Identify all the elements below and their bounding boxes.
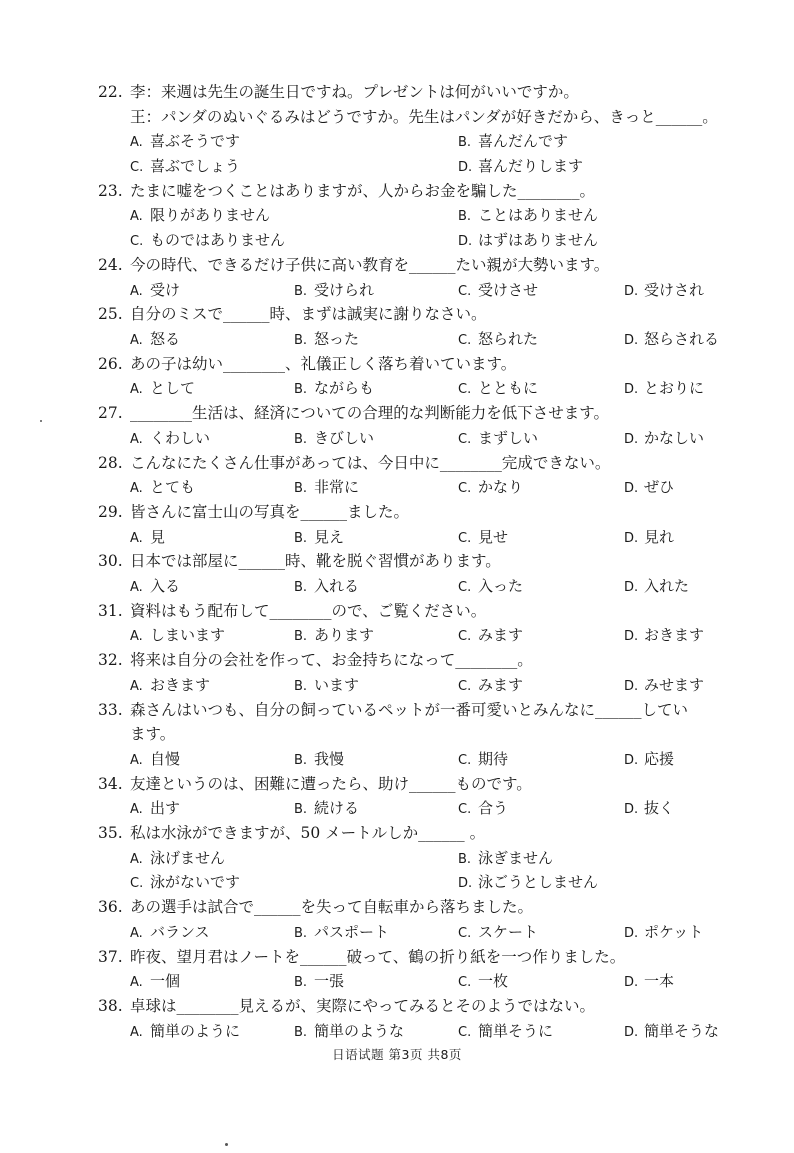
answer-option xyxy=(130,920,210,947)
question-item xyxy=(98,500,748,549)
option-text: 泳げません xyxy=(150,848,226,867)
answer-option xyxy=(458,747,508,774)
question-item xyxy=(98,401,748,450)
question-item xyxy=(98,698,748,772)
options-row xyxy=(98,154,748,179)
option-text: 怒った xyxy=(314,329,360,348)
option-letter: B. xyxy=(294,802,308,818)
option-letter: A. xyxy=(130,135,143,151)
option-text: 合う xyxy=(478,799,509,818)
option-letter: B. xyxy=(294,678,308,694)
answer-option xyxy=(130,203,270,230)
option-letter: C. xyxy=(458,802,472,818)
answer-option xyxy=(624,920,703,947)
question-text: ________生活は、経済についての合理的な判断能力を低下させます。 xyxy=(130,404,609,423)
option-text: バランス xyxy=(150,922,210,941)
question-item xyxy=(98,648,748,697)
option-letter: A. xyxy=(130,678,143,694)
option-letter: C. xyxy=(458,678,472,694)
question-text: あの選手は試合で______を失って自転車から落ちました。 xyxy=(130,898,534,917)
answer-option xyxy=(458,525,508,552)
option-text: 入れた xyxy=(644,576,690,595)
option-text: 入った xyxy=(478,576,524,595)
answer-option xyxy=(458,623,523,650)
option-text: 喜んだりします xyxy=(478,157,584,176)
options-row xyxy=(98,846,748,871)
options-row xyxy=(98,475,748,500)
option-letter: D. xyxy=(624,802,639,818)
option-letter: D. xyxy=(624,975,639,991)
option-letter: D. xyxy=(624,382,639,398)
option-text: くわしい xyxy=(150,428,211,447)
option-letter: C. xyxy=(458,925,472,941)
option-letter: B. xyxy=(294,481,308,497)
option-text: 簡単そうな xyxy=(644,1021,720,1040)
question-item xyxy=(98,302,748,351)
answer-option xyxy=(624,673,704,700)
answer-option xyxy=(130,228,285,255)
question-stem-line xyxy=(98,253,748,278)
answer-option xyxy=(294,969,344,996)
option-text: とともに xyxy=(478,379,539,398)
option-text: 受けされ xyxy=(644,280,705,299)
option-text: しまいます xyxy=(150,626,226,645)
answer-option xyxy=(294,623,374,650)
answer-option xyxy=(294,1019,404,1046)
answer-option xyxy=(458,129,568,156)
option-letter: D. xyxy=(624,431,639,447)
option-text: 受け xyxy=(150,280,181,299)
option-letter: D. xyxy=(624,1024,639,1040)
question-text: 李：来週は先生の誕生日ですね。プレゼントは何がいいですか。 xyxy=(130,83,579,101)
question-stem-line xyxy=(98,352,748,377)
option-text: 怒られた xyxy=(478,329,539,348)
option-text: あります xyxy=(314,626,375,645)
options-row xyxy=(98,129,748,154)
options-row xyxy=(98,796,748,821)
option-text: 限りがありません xyxy=(150,206,271,225)
option-text: 続ける xyxy=(314,799,360,818)
option-text: スケート xyxy=(478,922,539,941)
answer-option xyxy=(130,1019,240,1046)
answer-option xyxy=(130,475,195,502)
question-number: 28. xyxy=(98,453,123,472)
question-text: あの子は幼い________、礼儀正しく落ち着いています。 xyxy=(130,354,517,373)
question-text: 森さんはいつも、自分の飼っているペットが一番可愛いとみんなに______してい xyxy=(130,700,689,719)
question-item xyxy=(98,994,748,1043)
question-stem-line xyxy=(98,994,748,1019)
answer-option xyxy=(130,747,180,774)
option-letter: B. xyxy=(294,283,308,299)
question-number: 25. xyxy=(98,305,123,324)
question-item xyxy=(98,451,748,500)
answer-option xyxy=(458,673,523,700)
answer-option xyxy=(294,278,374,305)
answer-option xyxy=(624,327,719,354)
question-number: 31. xyxy=(98,601,123,620)
question-number: 26. xyxy=(98,354,123,373)
option-text: かなり xyxy=(478,478,524,497)
answer-option xyxy=(294,574,359,601)
option-text: 簡単のように xyxy=(150,1021,241,1040)
answer-option xyxy=(130,426,210,453)
question-stem-line xyxy=(98,500,748,525)
option-letter: D. xyxy=(458,160,473,176)
option-text: 我慢 xyxy=(314,749,345,768)
option-text: 自慢 xyxy=(150,749,181,768)
answer-option xyxy=(624,525,674,552)
option-text: おきます xyxy=(150,675,211,694)
answer-option xyxy=(294,525,344,552)
answer-option xyxy=(624,278,704,305)
option-text: ぜひ xyxy=(644,478,675,497)
option-letter: B. xyxy=(294,975,308,991)
question-stem-line xyxy=(98,945,748,970)
options-row xyxy=(98,623,748,648)
option-text: 抜く xyxy=(644,799,675,818)
answer-option xyxy=(130,278,180,305)
answer-option xyxy=(130,154,240,181)
answer-option xyxy=(458,475,523,502)
question-text: 今の時代、できるだけ子供に高い教育を______たい親が大勢います。 xyxy=(130,255,610,274)
question-number: 37. xyxy=(98,947,123,966)
option-letter: C. xyxy=(130,234,144,250)
options-row xyxy=(98,673,748,698)
answer-option xyxy=(458,920,538,947)
question-stem-line xyxy=(98,821,748,846)
question-number: 24. xyxy=(98,255,123,274)
options-row xyxy=(98,574,748,599)
question-text: 王：パンダのぬいぐるみはどうですか。先生はパンダが好きだから、きっと______。 xyxy=(130,107,718,126)
question-item xyxy=(98,772,748,821)
option-text: きびしい xyxy=(314,428,375,447)
option-text: まずしい xyxy=(478,428,539,447)
option-text: 怒らされる xyxy=(644,329,720,348)
option-text: 受けさせ xyxy=(478,280,539,299)
question-stem-line xyxy=(98,401,748,426)
answer-option xyxy=(130,574,180,601)
option-text: ものではありません xyxy=(150,231,286,250)
option-letter: D. xyxy=(624,283,639,299)
option-letter: B. xyxy=(458,851,472,867)
option-text: 喜ぶそうです xyxy=(150,132,241,151)
option-text: はずはありません xyxy=(478,231,599,250)
option-letter: A. xyxy=(130,802,143,818)
option-letter: B. xyxy=(294,629,308,645)
option-letter: A. xyxy=(130,283,143,299)
answer-option xyxy=(130,327,180,354)
question-item xyxy=(98,352,748,401)
answer-option xyxy=(624,376,704,403)
question-item xyxy=(98,179,748,253)
question-stem-line xyxy=(98,549,748,574)
answer-option xyxy=(624,574,689,601)
option-text: 泳がないです xyxy=(150,873,241,892)
option-text: パスポート xyxy=(314,922,390,941)
options-row xyxy=(98,376,748,401)
answer-option xyxy=(294,426,374,453)
answer-option xyxy=(458,278,538,305)
options-row xyxy=(98,426,748,451)
option-text: 見 xyxy=(150,527,166,546)
option-letter: D. xyxy=(624,752,639,768)
option-text: みせます xyxy=(644,675,705,694)
options-row xyxy=(98,1019,748,1044)
answer-option xyxy=(458,376,538,403)
option-letter: A. xyxy=(130,1024,143,1040)
option-text: 一本 xyxy=(644,972,675,991)
option-letter: D. xyxy=(624,579,639,595)
question-number: 38. xyxy=(98,996,123,1015)
option-letter: B. xyxy=(294,530,308,546)
option-text: 見せ xyxy=(478,527,509,546)
question-number: 27. xyxy=(98,404,123,423)
answer-option xyxy=(458,1019,553,1046)
option-text: とおりに xyxy=(644,379,705,398)
question-stem-line xyxy=(98,772,748,797)
option-letter: C. xyxy=(130,876,144,892)
question-text: 自分のミスで______時、まずは誠実に謝りなさい。 xyxy=(130,305,487,324)
option-text: 見え xyxy=(314,527,345,546)
question-text: 卓球は________見えるが、実際にやってみるとそのようではない。 xyxy=(130,996,596,1015)
scan-speck xyxy=(40,420,42,422)
answer-option xyxy=(624,796,674,823)
question-number: 30. xyxy=(98,552,123,571)
answer-option xyxy=(130,796,180,823)
option-letter: A. xyxy=(130,209,143,225)
option-text: 入れる xyxy=(314,576,360,595)
option-letter: A. xyxy=(130,382,143,398)
question-item xyxy=(98,599,748,648)
option-text: 入る xyxy=(150,576,181,595)
option-text: います xyxy=(314,675,360,694)
option-letter: D. xyxy=(624,481,639,497)
option-letter: B. xyxy=(458,209,472,225)
question-text: ます。 xyxy=(130,725,176,744)
option-letter: A. xyxy=(130,629,143,645)
option-letter: A. xyxy=(130,752,143,768)
answer-option xyxy=(458,870,598,897)
answer-option xyxy=(458,154,583,181)
options-row xyxy=(98,870,748,895)
option-letter: D. xyxy=(624,678,639,694)
option-text: 簡単のような xyxy=(314,1021,405,1040)
page-footer: 日语试题 第3页 共8页 xyxy=(332,1047,462,1062)
option-letter: A. xyxy=(130,332,143,348)
question-stem-line xyxy=(98,179,748,204)
answer-option xyxy=(624,475,674,502)
answer-option xyxy=(458,203,598,230)
answer-option xyxy=(624,426,704,453)
option-letter: C. xyxy=(458,431,472,447)
question-text: 皆さんに富士山の写真を______ました。 xyxy=(130,502,410,521)
answer-option xyxy=(130,969,180,996)
options-row xyxy=(98,920,748,945)
option-letter: C. xyxy=(458,481,472,497)
answer-option xyxy=(458,969,508,996)
options-row xyxy=(98,747,748,772)
option-text: 応援 xyxy=(644,749,675,768)
option-letter: D. xyxy=(458,876,473,892)
answer-option xyxy=(458,327,538,354)
option-text: 非常に xyxy=(314,478,360,497)
option-letter: C. xyxy=(458,975,472,991)
option-text: 簡単そうに xyxy=(478,1021,554,1040)
answer-option xyxy=(458,426,538,453)
option-letter: A. xyxy=(130,481,143,497)
answer-option xyxy=(130,673,210,700)
option-letter: C. xyxy=(458,752,472,768)
question-stem-line xyxy=(98,105,748,130)
answer-option xyxy=(458,228,598,255)
question-text: 日本では部屋に______時、靴を脱ぐ習慣があります。 xyxy=(130,552,501,571)
option-letter: A. xyxy=(130,579,143,595)
options-row xyxy=(98,203,748,228)
option-text: みます xyxy=(478,626,524,645)
option-text: とても xyxy=(150,478,196,497)
question-number: 36. xyxy=(98,898,123,917)
option-letter: A. xyxy=(130,530,143,546)
option-letter: B. xyxy=(294,382,308,398)
option-text: 見れ xyxy=(644,527,675,546)
options-row xyxy=(98,327,748,352)
option-letter: B. xyxy=(294,332,308,348)
question-item xyxy=(98,945,748,994)
question-text: 友達というのは、困難に遭ったら、助け______ものです。 xyxy=(130,774,532,793)
answer-option xyxy=(294,673,359,700)
question-stem-line xyxy=(98,80,748,105)
option-text: 喜ぶでしょう xyxy=(150,157,241,176)
option-letter: C. xyxy=(458,579,472,595)
option-text: ポケット xyxy=(644,922,704,941)
option-text: 一個 xyxy=(150,972,181,991)
option-text: 一枚 xyxy=(478,972,509,991)
option-letter: C. xyxy=(458,629,472,645)
question-item xyxy=(98,80,748,179)
question-number: 23. xyxy=(98,181,123,200)
option-text: 出す xyxy=(150,799,181,818)
question-item xyxy=(98,821,748,895)
question-stem-line xyxy=(98,599,748,624)
options-row xyxy=(98,525,748,550)
answer-option xyxy=(458,574,523,601)
option-letter: C. xyxy=(458,1024,472,1040)
question-text: 昨夜、望月君はノートを______破って、鶴の折り紙を一つ作りました。 xyxy=(130,947,626,966)
option-letter: C. xyxy=(458,382,472,398)
answer-option xyxy=(624,747,674,774)
question-stem-line xyxy=(98,722,748,747)
answer-option xyxy=(130,129,240,156)
option-text: 受けられ xyxy=(314,280,375,299)
question-number: 35. xyxy=(98,824,123,842)
option-text: 泳ごうとしません xyxy=(478,873,599,892)
option-letter: B. xyxy=(294,752,308,768)
question-stem-line xyxy=(98,698,748,723)
answer-option xyxy=(130,846,225,873)
question-stem-line xyxy=(98,451,748,476)
answer-option xyxy=(294,796,359,823)
option-text: おきます xyxy=(644,626,705,645)
question-text: 資料はもう配布して________ので、ご覧ください。 xyxy=(130,601,487,620)
question-number: 34. xyxy=(98,774,123,793)
answer-option xyxy=(294,747,344,774)
options-row xyxy=(98,969,748,994)
option-letter: C. xyxy=(458,283,472,299)
option-text: 喜んだんです xyxy=(478,132,569,151)
question-stem-line xyxy=(98,895,748,920)
question-number: 32. xyxy=(98,651,123,670)
option-letter: D. xyxy=(624,925,639,941)
question-stem-line xyxy=(98,648,748,673)
option-text: 泳ぎません xyxy=(478,848,554,867)
scan-speck xyxy=(225,1143,228,1146)
question-text: 私は水泳ができますが、50 メートルしか______ 。 xyxy=(130,824,486,842)
question-item xyxy=(98,549,748,598)
option-text: 怒る xyxy=(150,329,181,348)
question-text: こんなにたくさん仕事があっては、今日中に________完成できない。 xyxy=(130,453,611,472)
answer-option xyxy=(624,1019,719,1046)
question-text: たまに嘘をつくことはありますが、人からお金を騙した________。 xyxy=(130,181,596,200)
option-letter: A. xyxy=(130,851,143,867)
answer-option xyxy=(458,796,508,823)
option-letter: C. xyxy=(130,160,144,176)
answer-option xyxy=(294,920,389,947)
option-text: ながらも xyxy=(314,379,375,398)
option-text: かなしい xyxy=(644,428,705,447)
options-row xyxy=(98,278,748,303)
question-item xyxy=(98,253,748,302)
option-letter: D. xyxy=(458,234,473,250)
option-letter: D. xyxy=(624,332,639,348)
option-letter: A. xyxy=(130,431,143,447)
answer-option xyxy=(130,376,195,403)
option-letter: B. xyxy=(458,135,472,151)
answer-option xyxy=(458,846,553,873)
answer-option xyxy=(624,623,704,650)
option-letter: D. xyxy=(624,530,639,546)
question-number: 33. xyxy=(98,700,123,719)
option-letter: C. xyxy=(458,332,472,348)
question-item xyxy=(98,895,748,944)
answer-option xyxy=(130,525,165,552)
option-letter: A. xyxy=(130,975,143,991)
option-letter: D. xyxy=(624,629,639,645)
option-text: 一張 xyxy=(314,972,345,991)
answer-option xyxy=(294,376,374,403)
question-stem-line xyxy=(98,302,748,327)
answer-option xyxy=(294,475,359,502)
answer-option xyxy=(624,969,674,996)
question-number: 22. xyxy=(98,83,123,101)
option-letter: C. xyxy=(458,530,472,546)
question-number: 29. xyxy=(98,502,123,521)
answer-option xyxy=(130,623,225,650)
option-letter: B. xyxy=(294,1024,308,1040)
option-text: ことはありません xyxy=(478,206,599,225)
question-text: 将来は自分の会社を作って、お金持ちになって________。 xyxy=(130,651,533,670)
option-text: みます xyxy=(478,675,524,694)
answer-option xyxy=(294,327,359,354)
option-letter: B. xyxy=(294,431,308,447)
option-letter: B. xyxy=(294,925,308,941)
option-text: 期待 xyxy=(478,749,509,768)
option-letter: B. xyxy=(294,579,308,595)
option-text: として xyxy=(150,379,196,398)
option-letter: A. xyxy=(130,925,143,941)
answer-option xyxy=(130,870,240,897)
options-row xyxy=(98,228,748,253)
